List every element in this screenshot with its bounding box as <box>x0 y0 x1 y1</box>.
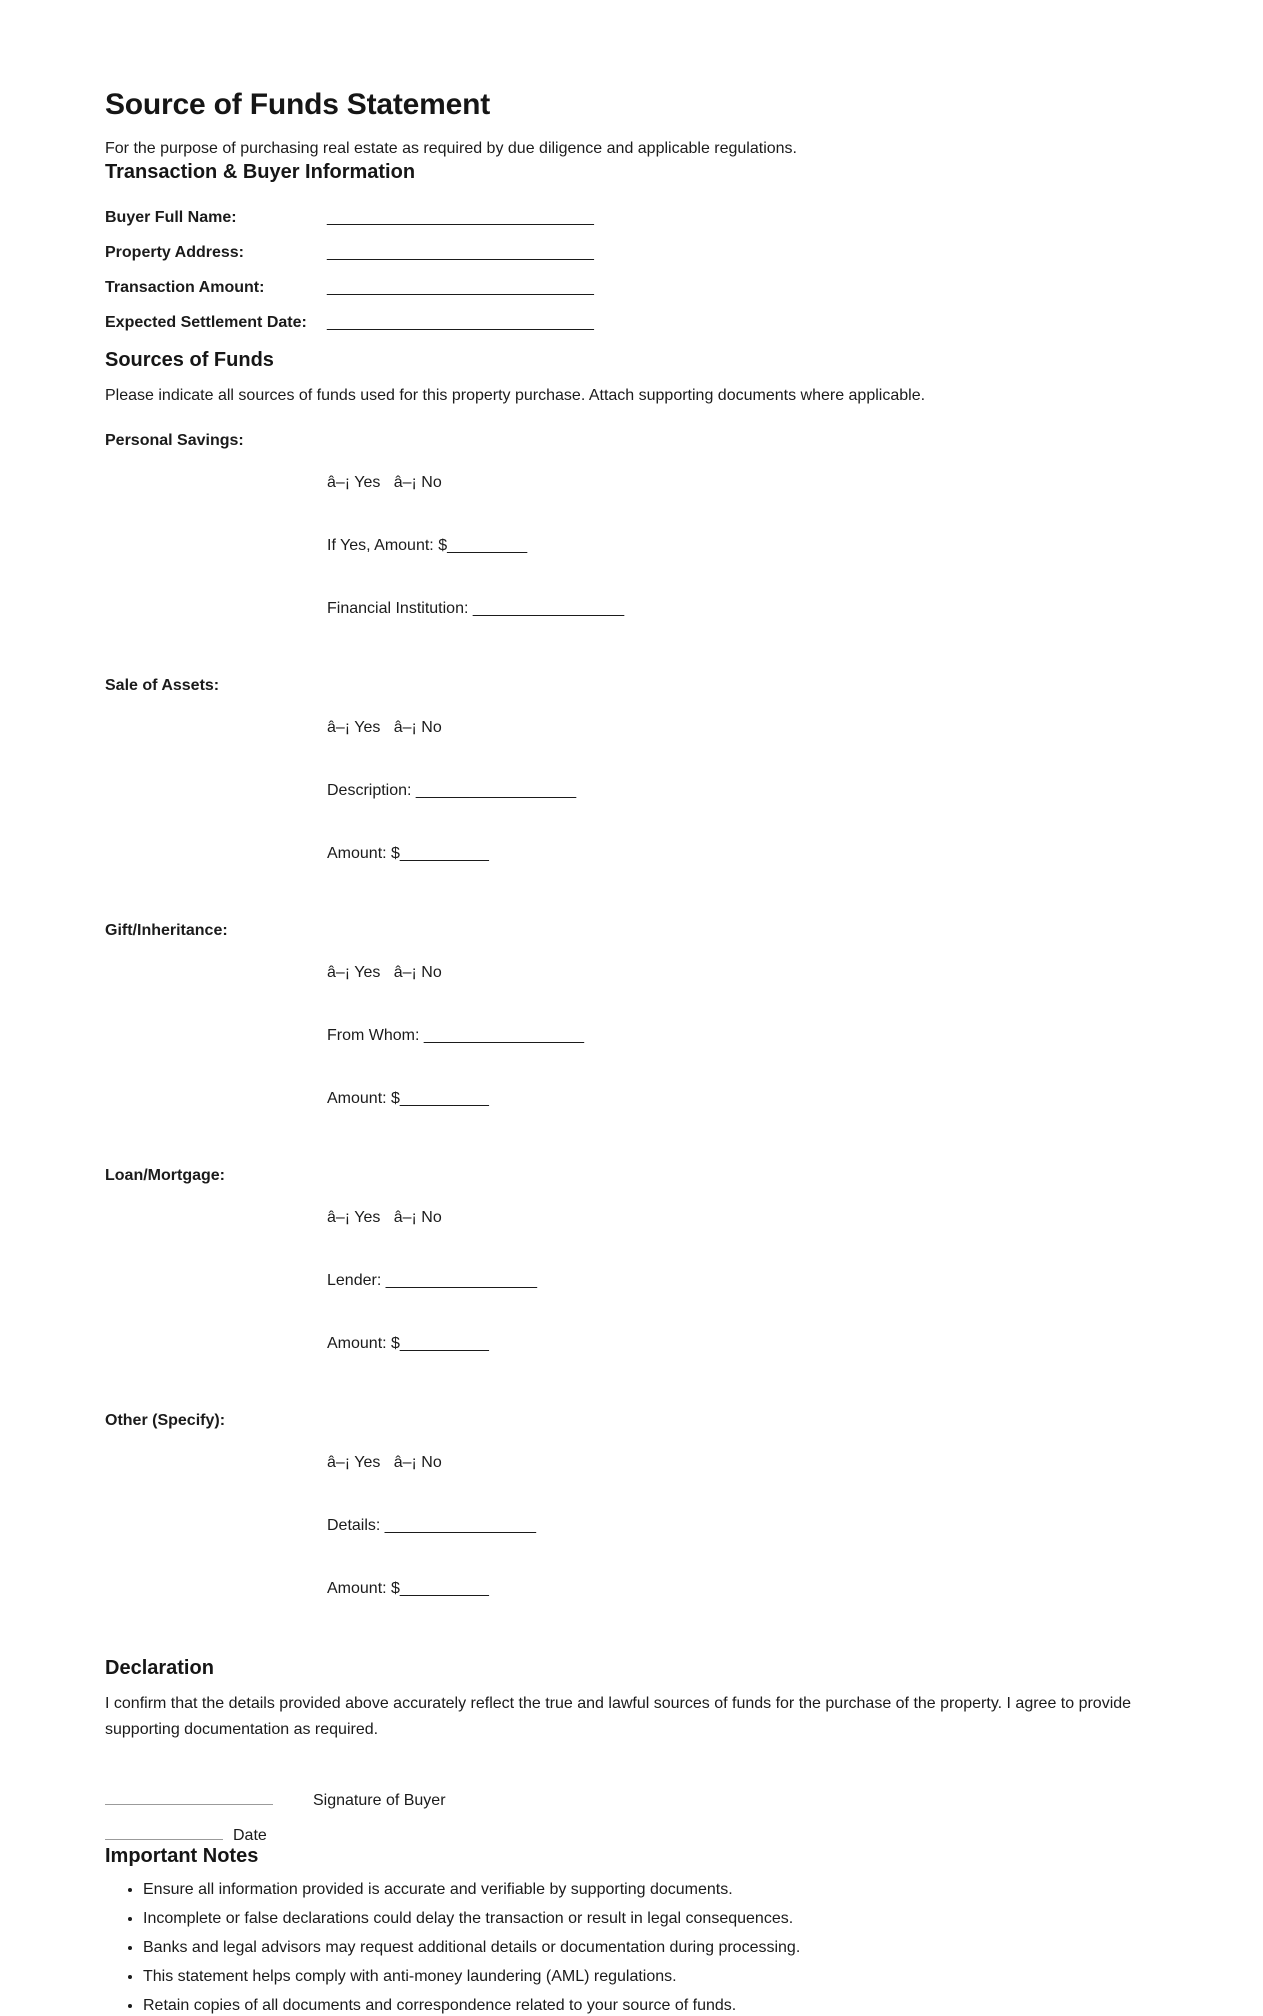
note-item: • This statement helps comply with anti-money laundering (AML) regulations. <box>143 1966 1158 1987</box>
source-row-personal-savings <box>105 430 747 675</box>
field-row-settlement-date <box>105 312 747 347</box>
important-notes-list <box>105 1879 1158 2016</box>
field-blank-line: ______________________________ <box>327 244 594 261</box>
sub-field-line: From Whom: __________________ <box>327 1027 585 1044</box>
signature-label: Signature of Buyer <box>313 1792 446 1809</box>
field-row-transaction-amount <box>105 277 747 312</box>
field-label: Buyer Full Name: <box>105 209 237 226</box>
sub-field-line: Amount: $__________ <box>327 845 489 862</box>
note-item: • Incomplete or false declarations could delay the transaction or result in legal consequences. <box>143 1908 1158 1929</box>
sources-table <box>105 430 747 1655</box>
sub-field-line: Financial Institution: _________________ <box>327 600 625 617</box>
source-detail-cell <box>327 920 747 1165</box>
source-row-other <box>105 1410 747 1655</box>
yes-no-options: â–¡ Yes â–¡ No <box>327 474 442 491</box>
sub-field-line: Amount: $__________ <box>327 1335 489 1352</box>
document-subtitle: For the purpose of purchasing real estate as required by due diligence and applicable regulations. <box>105 140 797 157</box>
note-item: • Banks and legal advisors may request additional details or documentation during processing. <box>143 1937 1158 1958</box>
field-row-property-address <box>105 242 747 277</box>
source-row-gift-inheritance <box>105 920 747 1165</box>
page-title: Source of Funds Statement <box>105 88 491 121</box>
source-label: Loan/Mortgage: <box>105 1167 225 1184</box>
section-heading-declaration: Declaration <box>105 1657 214 1679</box>
section-heading-sources: Sources of Funds <box>105 349 274 371</box>
field-blank-line: ______________________________ <box>327 279 594 296</box>
source-detail-cell <box>327 1410 747 1655</box>
sub-field-line: Amount: $__________ <box>327 1580 489 1597</box>
declaration-text: I confirm that the details provided above accurately reflect the true and lawful sources of funds for the purchase of the property. I agree to provide supporting documentation as required. <box>105 1695 1132 1738</box>
source-label: Sale of Assets: <box>105 677 220 694</box>
note-item: • Ensure all information provided is accurate and verifiable by supporting documents. <box>143 1879 1158 1900</box>
sub-field-line: Amount: $__________ <box>327 1090 489 1107</box>
signature-line <box>105 1787 273 1805</box>
transaction-fields-table <box>105 207 747 347</box>
source-label: Personal Savings: <box>105 432 244 449</box>
source-detail-cell <box>327 430 747 675</box>
source-row-sale-of-assets <box>105 675 747 920</box>
yes-no-options: â–¡ Yes â–¡ No <box>327 1209 442 1226</box>
date-row <box>105 1822 1158 1843</box>
field-label: Transaction Amount: <box>105 279 265 296</box>
note-item: • Retain copies of all documents and correspondence related to your source of funds. <box>143 1995 1158 2016</box>
section-heading-transaction: Transaction & Buyer Information <box>105 161 416 183</box>
sub-field-line: Details: _________________ <box>327 1517 537 1534</box>
source-row-loan-mortgage <box>105 1165 747 1410</box>
field-label: Property Address: <box>105 244 244 261</box>
signature-row <box>105 1787 1158 1808</box>
yes-no-options: â–¡ Yes â–¡ No <box>327 1454 442 1471</box>
sub-field-line: If Yes, Amount: $_________ <box>327 537 528 554</box>
section-heading-notes: Important Notes <box>105 1845 259 1867</box>
field-row-buyer-name <box>105 207 747 242</box>
field-blank-line: ______________________________ <box>327 314 594 331</box>
yes-no-options: â–¡ Yes â–¡ No <box>327 964 442 981</box>
date-label: Date <box>233 1827 267 1844</box>
source-label: Gift/Inheritance: <box>105 922 228 939</box>
date-line <box>105 1822 223 1840</box>
source-detail-cell <box>327 1165 747 1410</box>
yes-no-options: â–¡ Yes â–¡ No <box>327 719 442 736</box>
sub-field-line: Lender: _________________ <box>327 1272 537 1289</box>
field-label: Expected Settlement Date: <box>105 314 307 331</box>
field-blank-line: ______________________________ <box>327 209 594 226</box>
sub-field-line: Description: __________________ <box>327 782 577 799</box>
sources-intro: Please indicate all sources of funds used for this property purchase. Attach supporting documents where applicable. <box>105 387 926 404</box>
source-detail-cell <box>327 675 747 920</box>
source-label: Other (Specify): <box>105 1412 226 1429</box>
